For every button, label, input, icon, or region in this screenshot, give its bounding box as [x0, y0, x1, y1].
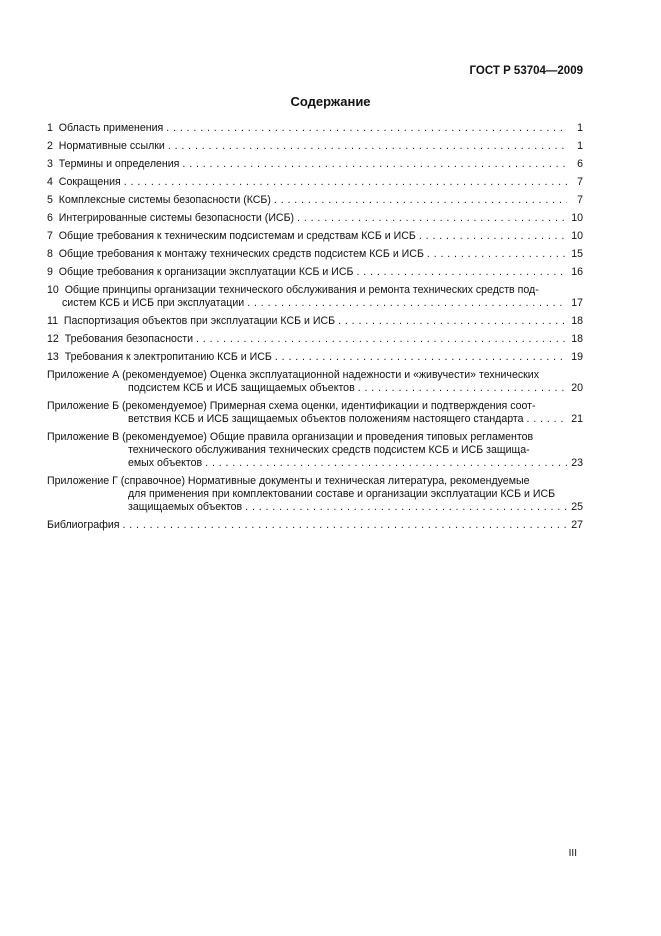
toc-page: 21: [571, 413, 583, 425]
toc-page: 18: [571, 315, 583, 327]
toc-entry-10[interactable]: 10 Общие принципы организации технического обслуживания и ремонта технических средств под- систем КСБ и ИСБ при эксплуатации . . . 17: [47, 284, 583, 310]
dot-leader: [124, 176, 567, 189]
toc-page: 19: [571, 351, 583, 363]
dot-leader: [274, 194, 567, 207]
toc-label: Сокращения: [58, 176, 121, 188]
toc-label: Комплексные системы безопасности (КСБ): [58, 194, 271, 206]
toc-page: 17: [571, 297, 583, 309]
toc-entry-7[interactable]: 7 Общие требования к техническим подсистемам и средствам КСБ и ИСБ . . . 10: [47, 230, 583, 243]
page-number: III: [568, 848, 577, 859]
toc-page: 10: [571, 230, 583, 242]
toc-bibliography[interactable]: [47, 519, 583, 532]
dot-leader: [527, 413, 567, 426]
toc-entry-8[interactable]: 8 Общие требования к монтажу технических средств подсистем КСБ и ИСБ . . . 15: [47, 248, 583, 261]
toc-label: Общие требования к техническим подсистемам и средствам КСБ и ИСБ: [58, 230, 416, 242]
toc-page: 15: [571, 248, 583, 260]
toc-entry-9[interactable]: 9 Общие требования к организации эксплуатации КСБ и ИСБ . . . 16: [47, 266, 583, 279]
document-code: ГОСТ Р 53704—2009: [469, 65, 583, 77]
toc-entry-12[interactable]: 12 Требования безопасности . . . 18: [47, 333, 583, 346]
toc-appendix-g[interactable]: Приложение Г (справочное) Нормативные документы и техническая литература, рекомендуемые для применения при комплектовании составе и организации эксплуатации КСБ и ИСБ защищаемых объектов . . . 25: [47, 475, 583, 514]
toc-label: Общие требования к монтажу технических средств подсистем КСБ и ИСБ: [58, 248, 424, 260]
dot-leader: [427, 248, 567, 261]
dot-leader: [168, 140, 567, 153]
dot-leader: [358, 382, 567, 395]
toc-label: подсистем КСБ и ИСБ защищаемых объектов: [128, 382, 355, 394]
toc-entry-4[interactable]: 4 Сокращения . . . 7: [47, 176, 583, 189]
dot-leader: [122, 519, 567, 532]
toc-entry-2[interactable]: 2 Нормативные ссылки . . . 1: [47, 140, 583, 153]
toc-label: Паспортизация объектов при эксплуатации КСБ и ИСБ: [63, 315, 336, 327]
toc-entry-13[interactable]: 13 Требования к электропитанию КСБ и ИСБ . . . 19: [47, 351, 583, 364]
toc-appendix-b[interactable]: Приложение Б (рекомендуемое) Примерная схема оценки, идентификации и подтверждения соот- ветствия КСБ и ИСБ защищаемых объектов положениям настоящего стандарта . . . 21: [47, 400, 583, 426]
dot-leader: [166, 122, 567, 135]
toc-entry-11[interactable]: 11 Паспортизация объектов при эксплуатации КСБ и ИСБ . . . 18: [47, 315, 583, 328]
dot-leader: [247, 297, 567, 310]
dot-leader: [182, 158, 567, 171]
page-title: Содержание: [290, 94, 371, 109]
toc-entry-5[interactable]: 5 Комплексные системы безопасности (КСБ) . . . 7: [47, 194, 583, 207]
dot-leader: [297, 212, 567, 225]
toc-label: систем КСБ и ИСБ при эксплуатации: [62, 297, 245, 309]
toc-label: Требования к электропитанию КСБ и ИСБ: [64, 351, 272, 363]
toc-page: 25: [571, 501, 583, 513]
toc-label: емых объектов: [128, 457, 203, 469]
toc-label: Требования безопасности: [64, 333, 194, 345]
dot-leader: [245, 501, 567, 514]
toc-label: Библиография: [47, 519, 120, 531]
toc-page: 1: [577, 140, 583, 152]
toc-page: 27: [571, 519, 583, 531]
toc-appendix-v[interactable]: Приложение В (рекомендуемое) Общие правила организации и проведения типовых регламентов технического обслуживания технических средств подсистем КСБ и ИСБ защища- емых объектов . . . 23: [47, 431, 583, 470]
dot-leader: [196, 333, 567, 346]
toc-entry-6[interactable]: 6 Интегрированные системы безопасности (ИСБ) . . . 10: [47, 212, 583, 225]
toc-label: Интегрированные системы безопасности (ИСБ): [58, 212, 295, 224]
toc-label: Общие требования к организации эксплуатации КСБ и ИСБ: [58, 266, 354, 278]
toc-page: 6: [577, 158, 583, 170]
toc-label: Термины и определения: [58, 158, 180, 170]
toc-entry-1[interactable]: 1 Область применения . . . 1: [47, 122, 583, 135]
toc-page: 7: [577, 194, 583, 206]
toc-page: 10: [571, 212, 583, 224]
toc-label: защищаемых объектов: [128, 501, 243, 513]
toc-entry-3[interactable]: 3 Термины и определения . . . 6: [47, 158, 583, 171]
toc-label: Область применения: [58, 122, 164, 134]
toc-page: 1: [577, 122, 583, 134]
toc-label: ветствия КСБ и ИСБ защищаемых объектов положениям настоящего стандарта: [128, 413, 524, 425]
toc-page: 20: [571, 382, 583, 394]
dot-leader: [357, 266, 567, 279]
toc-page: 7: [577, 176, 583, 188]
toc-page: 16: [571, 266, 583, 278]
toc-page: 23: [571, 457, 583, 469]
dot-leader: [205, 457, 567, 470]
toc-page: 18: [571, 333, 583, 345]
toc-appendix-a[interactable]: Приложение А (рекомендуемое) Оценка эксплуатационной надежности и «живучести» технических подсистем КСБ и ИСБ защищаемых объектов . . . 20: [47, 369, 583, 395]
dot-leader: [275, 351, 567, 364]
dot-leader: [419, 230, 567, 243]
toc-label: Нормативные ссылки: [58, 140, 165, 152]
table-of-contents: [47, 122, 583, 537]
dot-leader: [338, 315, 567, 328]
